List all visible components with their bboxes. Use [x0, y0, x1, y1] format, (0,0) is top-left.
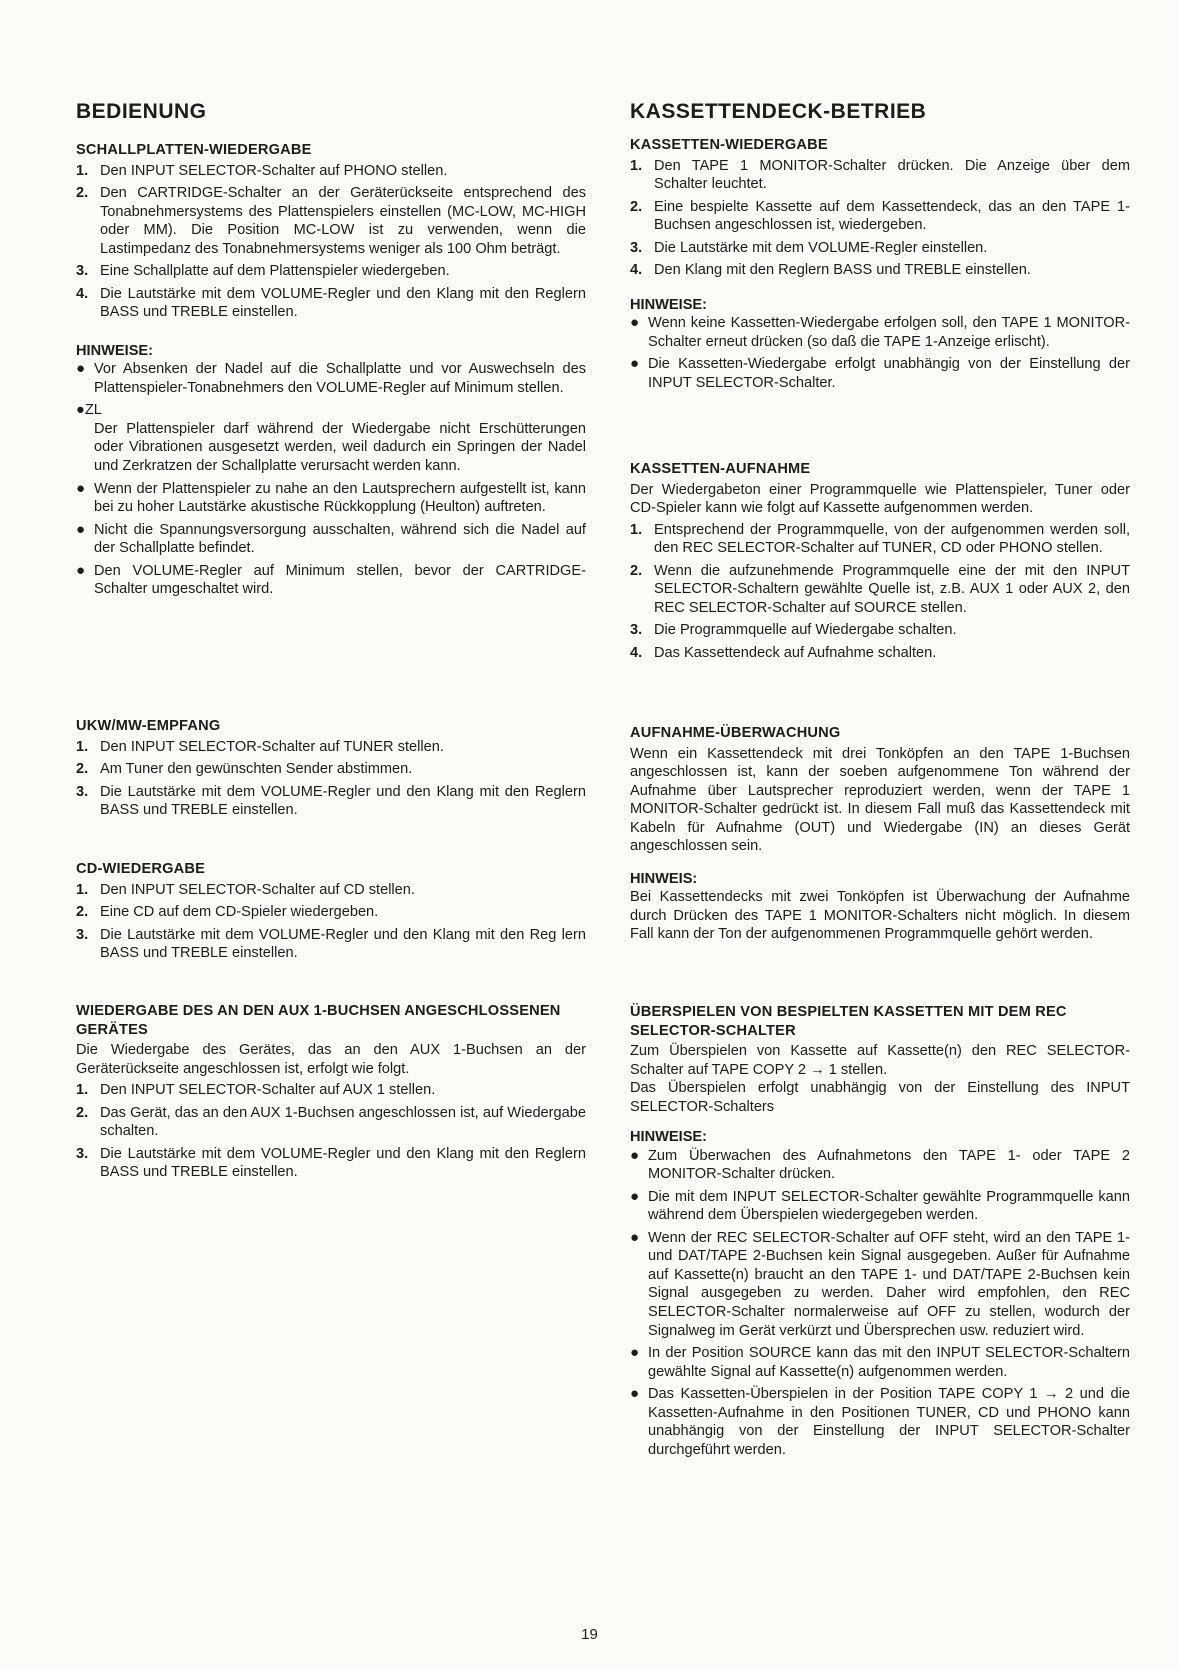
section-ueberspielen	[630, 1003, 1130, 1463]
bullet-icon: ●	[630, 1146, 640, 1164]
step-item	[76, 162, 586, 181]
step-text: Den TAPE 1 MONITOR-Schalter drücken. Die Anzeige über dem Schalter leuchtet.	[654, 157, 1130, 193]
note-text: Bei Kassettendecks mit zwei Tonköpfen ist Überwachung der Aufnahme durch Drücken des TAPE 1 MONITOR-Schalters nicht möglich. In diesem Fall kann der Ton der aufgenommenen Programmquelle gehört werden.	[630, 889, 1130, 943]
steps-list	[76, 738, 586, 820]
step-item	[630, 562, 1130, 618]
note-text: Wenn keine Kassetten-Wiedergabe erfolgen soll, den TAPE 1 MONITOR-Schalter erneut drücken (so daß die TAPE 1-Anzeige erlischt).	[648, 315, 1130, 350]
bullet-icon: ●	[76, 520, 86, 538]
step-item	[76, 903, 586, 922]
section-heading: KASSETTEN-WIEDERGABE	[630, 137, 828, 153]
step-number: 1.	[76, 1082, 89, 1099]
note-item	[630, 1188, 1130, 1225]
step-text: Eine bespielte Kassette auf dem Kassettendeck, das an den TAPE 1-Buchsen angeschlossen ist, wiedergeben.	[654, 198, 1130, 234]
step-text: Das Kassettendeck auf Aufnahme schalten.	[654, 644, 937, 661]
step-text: Die Lautstärke mit dem VOLUME-Regler und den Klang mit den Reglern BASS und TREBLE einstellen.	[100, 1145, 586, 1181]
note-text: Wenn der REC SELECTOR-Schalter auf OFF steht, wird an den TAPE 1- und DAT/TAPE 2-Buchsen kein Signal ausgegeben. Außer für Aufnahme auf Kassette(n) braucht an den TAPE 1- und DAT/TAPE 2-Buchsen kein Signal ausgegeben zu werden. Daher wird empfohlen, den REC SELECTOR-Schalter normalerweise auf OFF zu stellen, wodurch der Signalweg im Gerät verkürzt und Übersprechen usw. reduziert wird.	[648, 1229, 1130, 1339]
step-text: Die Lautstärke mit dem VOLUME-Regler einstellen.	[654, 239, 988, 256]
step-number: 1.	[630, 521, 643, 538]
page-number: 19	[581, 1626, 598, 1643]
bullet-icon: ●	[630, 1344, 640, 1362]
step-number: 3.	[76, 1145, 89, 1162]
step-item	[76, 1145, 586, 1182]
section-intro: Die Wiedergabe des Gerätes, das an den AUX 1-Buchsen an der Geräterückseite angeschlossen ist, erfolgt wie folgt.	[76, 1042, 586, 1077]
bullet-icon: ●	[630, 314, 640, 332]
step-number: 3.	[76, 926, 89, 943]
step-text: Den INPUT SELECTOR-Schalter auf AUX 1 stellen.	[100, 1082, 436, 1099]
note-text: Nicht die Spannungsversorgung ausschalten, während sich die Nadel auf der Schallplatte befindet.	[94, 521, 586, 557]
bullet-icon: ●	[630, 1228, 640, 1246]
note-text: In der Position SOURCE kann das mit den INPUT SELECTOR-Schaltern gewählte Signal auf Kassette(n) aufgenommen werden.	[648, 1345, 1130, 1380]
note-text: Wenn der Plattenspieler zu nahe an den Lautsprechern aufgestellt ist, kann bei zu hoher Lautstärke akustische Rückkopplung (Heulton) auftreten.	[94, 480, 586, 516]
step-text: Den Klang mit den Reglern BASS und TREBLE einstellen.	[654, 262, 1031, 279]
notes-heading: HINWEISE:	[630, 1129, 708, 1146]
step-number: 1.	[76, 162, 89, 179]
steps-list	[76, 881, 586, 963]
section-intro: Zum Überspielen von Kassette auf Kassette(n) den REC SELECTOR-Schalter auf TAPE COPY 2 → 1 stellen.	[630, 1043, 1130, 1078]
step-item	[630, 157, 1130, 194]
notes-list	[76, 360, 586, 598]
step-text: Wenn die aufzunehmende Programmquelle eine der mit den INPUT SELECTOR-Schaltern gewählte Quelle ist, z.B. AUX 1 oder AUX 2, den REC SELECTOR-Schalter auf SOURCE stellen.	[654, 562, 1130, 616]
step-number: 2.	[76, 904, 89, 921]
step-item	[630, 644, 1130, 663]
notes-list	[630, 314, 1130, 392]
note-text: Der Plattenspieler darf während der Wiedergabe nicht Erschütterungen oder Vibrationen ausgesetzt werden, weil dadurch ein Springen der Nadel und Zerkratzen der Schallplatte verursacht werden kann.	[94, 420, 586, 474]
notes-heading: HINWEISE:	[76, 342, 154, 359]
note-item	[630, 355, 1130, 392]
note-item	[630, 1385, 1130, 1459]
bullet-icon: ●	[76, 479, 86, 497]
step-item	[630, 198, 1130, 235]
section-heading: ÜBERSPIELEN VON BESPIELTEN KASSETTEN MIT DEM REC SELECTOR-SCHALTER	[630, 1004, 1067, 1039]
step-number: 2.	[630, 562, 643, 579]
bullet-icon: ●	[630, 355, 640, 373]
section-heading: CD-WIEDERGABE	[76, 861, 206, 877]
step-item	[76, 1081, 586, 1100]
step-number: 4.	[630, 262, 643, 279]
step-text: Die Lautstärke mit dem VOLUME-Regler und den Klang mit den Reglern BASS und TREBLE einstellen.	[100, 783, 586, 819]
bullet-icon: ●ZL	[76, 402, 102, 419]
note-item	[76, 480, 586, 517]
step-number: 2.	[76, 1104, 89, 1121]
steps-list	[630, 157, 1130, 280]
step-number: 1.	[630, 157, 643, 174]
step-item	[76, 881, 586, 900]
page-title-right: KASSETTENDECK-BETRIEB	[630, 100, 927, 123]
steps-list	[630, 521, 1130, 663]
notes-heading: HINWEISE:	[630, 296, 708, 313]
note-item	[630, 1344, 1130, 1381]
step-item	[76, 783, 586, 820]
section-aux	[76, 1002, 586, 1186]
note-text: Vor Absenken der Nadel auf die Schallplatte und vor Auswechseln des Plattenspieler-Tonabnehmers den VOLUME-Regler auf Minimum stellen.	[94, 361, 586, 396]
section-heading: UKW/MW-EMPFANG	[76, 718, 221, 734]
note-heading: HINWEIS:	[630, 870, 698, 887]
step-text: Entsprechend der Programmquelle, von der aufgenommen werden soll, den REC SELECTOR-Schalter auf TUNER, CD oder PHONO stellen.	[654, 521, 1130, 557]
step-number: 2.	[76, 185, 89, 202]
section-text: Wenn ein Kassettendeck mit drei Tonköpfen an den TAPE 1-Buchsen angeschlossen ist, kann der soeben aufgenommene Ton während der Aufnahme über Lautsprecher reproduziert werden, wenn der TAPE 1 MONITOR-Schalter gedrückt ist. In diesem Fall muß das Kassettendeck mit Kabeln für Aufnahme (OUT) und Wiedergabe (IN) an dieses Gerät angeschlossen sein.	[630, 745, 1130, 855]
note-text: Zum Überwachen des Aufnahmetons den TAPE 1- oder TAPE 2 MONITOR-Schalter drücken.	[648, 1147, 1130, 1183]
note-text: Den VOLUME-Regler auf Minimum stellen, bevor der CARTRIDGE-Schalter umgeschaltet wird.	[94, 562, 586, 598]
note-item	[630, 1229, 1130, 1340]
bullet-icon: ●	[630, 1187, 640, 1205]
step-item	[76, 760, 586, 779]
note-item	[630, 314, 1130, 351]
step-text: Die Lautstärke mit dem VOLUME-Regler und den Klang mit den Reg lern BASS und TREBLE einstellen.	[100, 926, 586, 962]
bullet-icon: ●	[76, 561, 86, 579]
step-number: 4.	[630, 644, 643, 661]
step-number: 3.	[630, 622, 643, 639]
step-item	[76, 1104, 586, 1141]
step-text: Eine Schallplatte auf dem Plattenspieler wiedergeben.	[100, 263, 450, 280]
step-text: Das Gerät, das an den AUX 1-Buchsen angeschlossen ist, auf Wiedergabe schalten.	[100, 1104, 586, 1140]
step-number: 2.	[76, 761, 89, 778]
note-item	[76, 562, 586, 599]
step-item	[630, 521, 1130, 558]
note-item	[76, 360, 586, 397]
note-text: Die Kassetten-Wiedergabe erfolgt unabhängig von der Einstellung der INPUT SELECTOR-Schalter.	[648, 356, 1130, 391]
note-item	[76, 521, 586, 558]
step-number: 3.	[630, 239, 643, 256]
note-item	[76, 401, 586, 475]
step-text: Den CARTRIDGE-Schalter an der Geräterückseite entsprechend des Tonabnehmersystems des Plattenspielers einstellen (MC-LOW, MC-HIGH oder MM). Die Position MC-LOW ist zu verwenden, wenn die Lastimpedanz des Tonabnehmersystems weniger als 100 Ohm beträgt.	[100, 185, 586, 257]
page-title-left: BEDIENUNG	[76, 100, 207, 123]
step-text: Die Programmquelle auf Wiedergabe schalten.	[654, 622, 957, 639]
step-item	[76, 738, 586, 757]
note-text: Die mit dem INPUT SELECTOR-Schalter gewählte Programmquelle kann während dem Überspielen wiedergegeben werden.	[648, 1188, 1130, 1224]
section-heading: WIEDERGABE DES AN DEN AUX 1-BUCHSEN ANGESCHLOSSENEN GERÄTES	[76, 1003, 561, 1038]
step-item	[630, 261, 1130, 280]
step-text: Den INPUT SELECTOR-Schalter auf TUNER stellen.	[100, 738, 444, 755]
section-ukw	[76, 717, 586, 824]
step-number: 3.	[76, 783, 89, 800]
section-heading: SCHALLPLATTEN-WIEDERGABE	[76, 142, 312, 158]
section-intro: Das Überspielen erfolgt unabhängig von der Einstellung des INPUT SELECTOR-Schalters	[630, 1080, 1130, 1115]
section-heading: KASSETTEN-AUFNAHME	[630, 461, 811, 477]
bullet-icon: ●	[76, 360, 86, 378]
step-number: 2.	[630, 198, 643, 215]
step-item	[76, 926, 586, 963]
step-item	[630, 239, 1130, 258]
section-aufnahme-ueberwachung	[630, 724, 1130, 944]
section-schallplatte	[76, 141, 586, 603]
notes-list	[630, 1147, 1130, 1460]
note-text: Das Kassetten-Überspielen in der Position TAPE COPY 1 → 2 und die Kassetten-Aufnahme in den Positionen TUNER, CD und PHONO kann unabhängig von der Einstellung der INPUT SELECTOR-Schalter durchgeführt werden.	[648, 1386, 1130, 1458]
step-text: Am Tuner den gewünschten Sender abstimmen.	[100, 761, 413, 778]
steps-list	[76, 162, 586, 322]
section-heading: AUFNAHME-ÜBERWACHUNG	[630, 725, 841, 741]
step-number: 1.	[76, 881, 89, 898]
step-item	[76, 262, 586, 281]
step-item	[630, 621, 1130, 640]
step-item	[76, 285, 586, 322]
bullet-icon: ●	[630, 1385, 640, 1403]
section-kassetten-aufnahme	[630, 460, 1130, 666]
section-cd	[76, 860, 586, 967]
step-text: Den INPUT SELECTOR-Schalter auf CD stellen.	[100, 881, 415, 898]
note-item	[630, 1147, 1130, 1184]
step-number: 1.	[76, 738, 89, 755]
steps-list	[76, 1081, 586, 1182]
step-text: Den INPUT SELECTOR-Schalter auf PHONO stellen.	[100, 162, 448, 179]
step-number: 4.	[76, 285, 89, 302]
step-number: 3.	[76, 263, 89, 280]
step-text: Die Lautstärke mit dem VOLUME-Regler und den Klang mit den Reglern BASS und TREBLE einstellen.	[100, 285, 586, 321]
step-item	[76, 184, 586, 258]
step-text: Eine CD auf dem CD-Spieler wiedergeben.	[100, 904, 379, 921]
section-kassetten-wiedergabe	[630, 136, 1130, 396]
section-intro: Der Wiedergabeton einer Programmquelle wie Plattenspieler, Tuner oder CD-Spieler kann wie folgt auf Kassette aufgenommen werden.	[630, 481, 1130, 517]
